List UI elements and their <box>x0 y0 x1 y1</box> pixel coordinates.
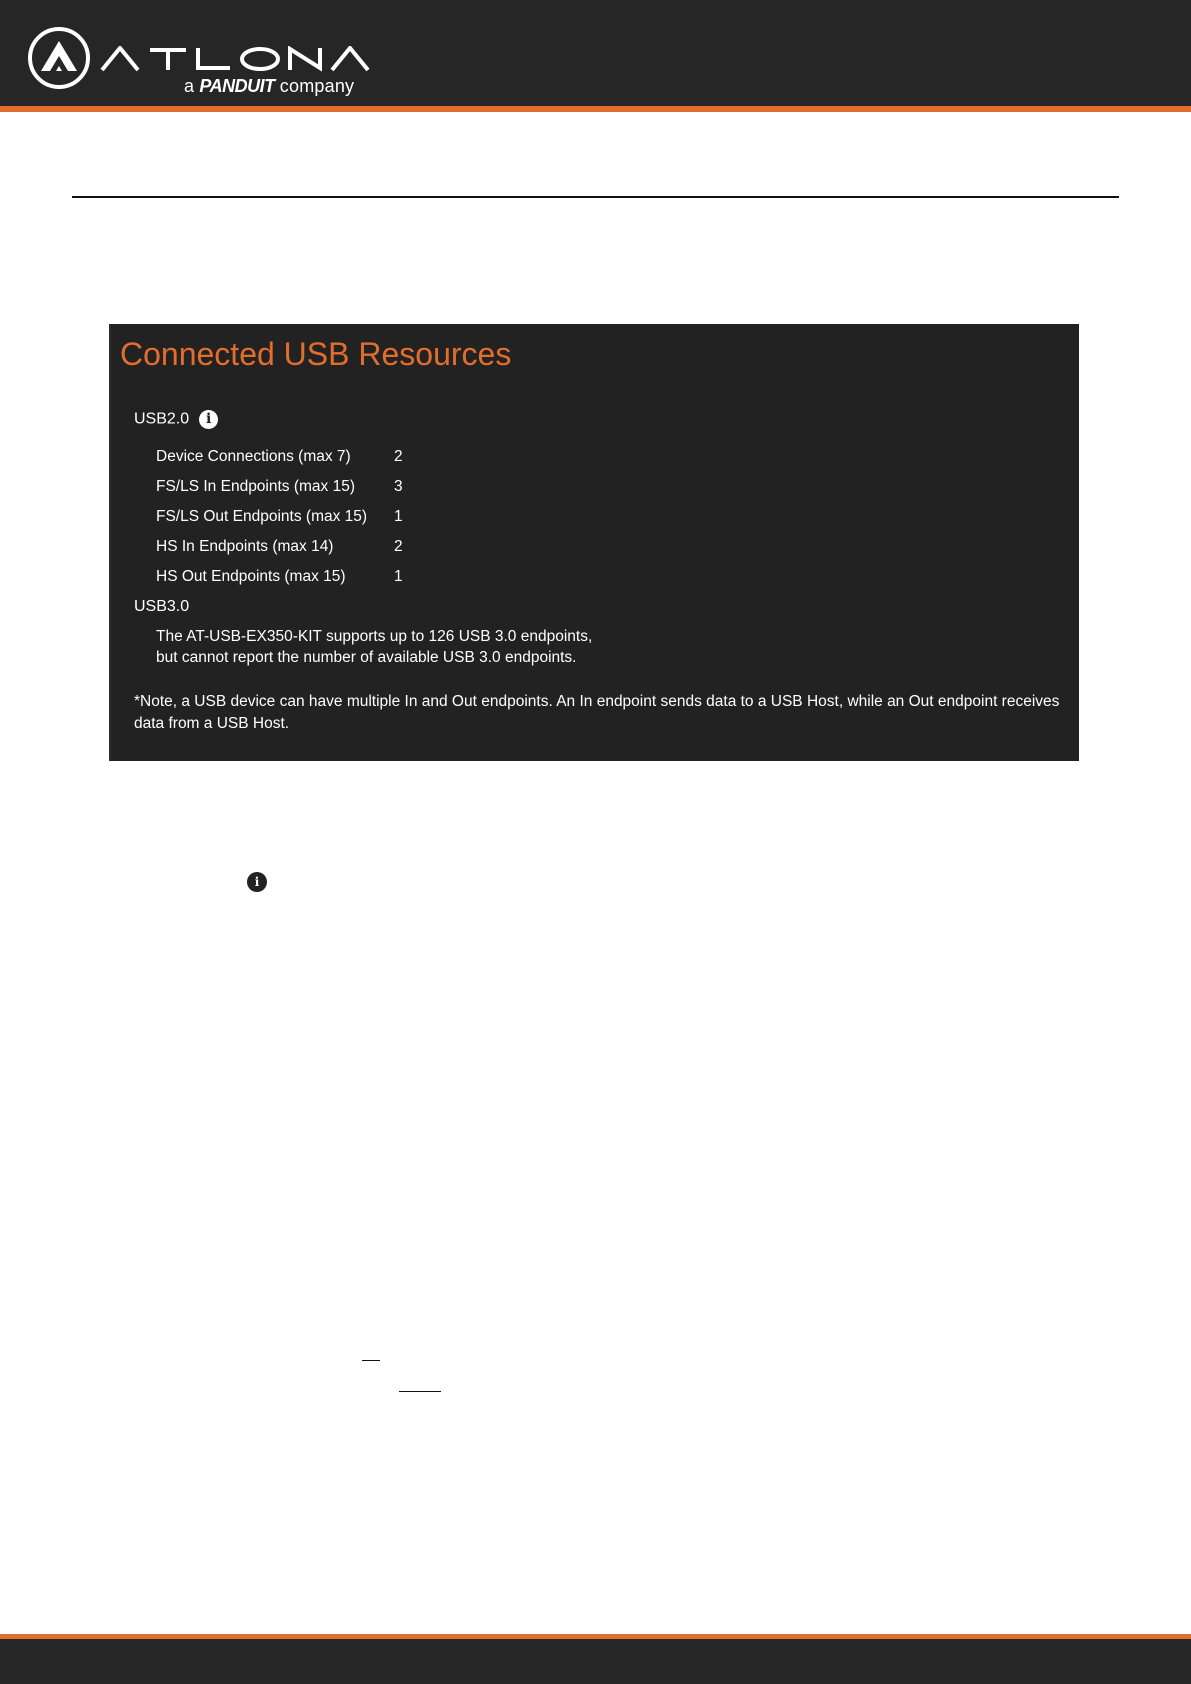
underline-mark <box>399 1391 441 1392</box>
page-header <box>0 0 1191 112</box>
usb2-row: HS In Endpoints (max 14) 2 <box>156 538 403 555</box>
usb2-row: HS Out Endpoints (max 15) 1 <box>156 568 403 585</box>
page-footer <box>0 1634 1191 1684</box>
usb3-heading: USB3.0 <box>134 598 190 615</box>
usb3-description-line2: but cannot report the number of available USB 3.0 endpoints. <box>156 649 577 666</box>
section-divider <box>72 196 1119 198</box>
atlona-wordmark <box>100 46 370 72</box>
header-tagline: a PANDUIT company <box>184 76 355 96</box>
panel-title: Connected USB Resources <box>120 336 512 372</box>
info-icon: i <box>247 872 267 892</box>
usb-resources-panel <box>109 324 1079 761</box>
usb3-description-line1: The AT-USB-EX350-KIT supports up to 126 USB 3.0 endpoints, <box>156 628 593 645</box>
note-line1: *Note, a USB device can have multiple In and Out endpoints. An In endpoint sends data to a USB Host, while an Out endpoint receives <box>134 693 1060 710</box>
atlona-logo-icon <box>28 27 90 89</box>
underline-mark <box>362 1360 380 1361</box>
usb2-row: FS/LS Out Endpoints (max 15) 1 <box>156 508 403 525</box>
usb2-heading: USB2.0 i <box>134 410 218 429</box>
usb2-row: Device Connections (max 7) 2 <box>156 448 403 465</box>
usb2-row: FS/LS In Endpoints (max 15) 3 <box>156 478 403 495</box>
note-line2: data from a USB Host. <box>134 715 290 732</box>
info-icon[interactable]: i <box>199 410 218 429</box>
